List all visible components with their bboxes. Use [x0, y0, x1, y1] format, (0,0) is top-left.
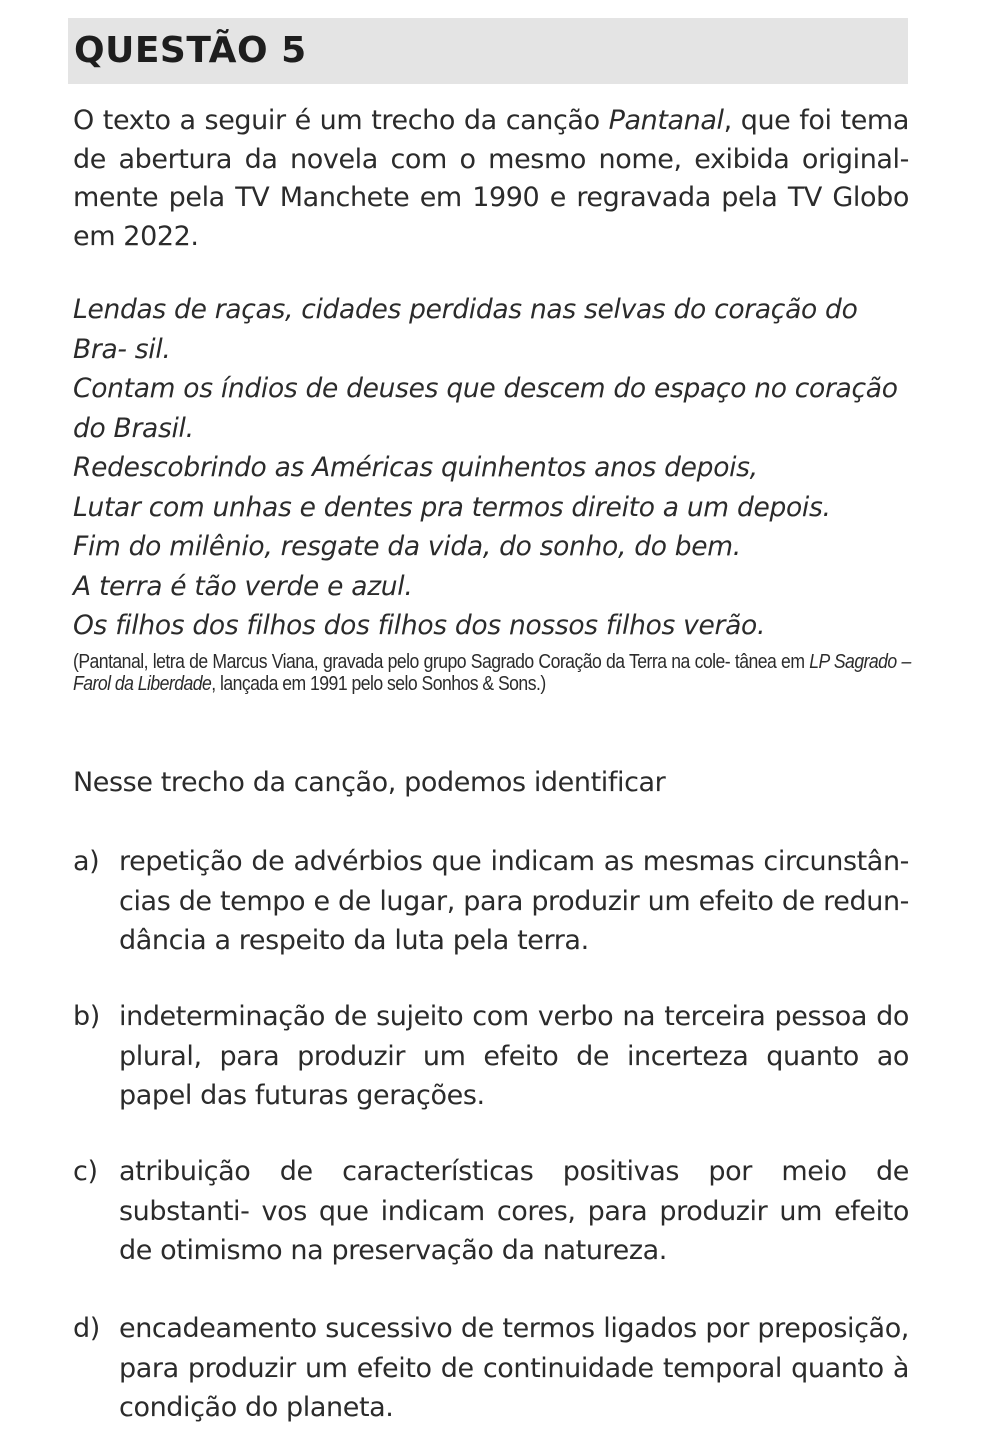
- option-letter: b): [73, 1001, 100, 1032]
- option-text: encadeamento sucessivo de termos ligados por preposição, para produzir um efeito de continuidade temporal quanto à condição do planeta.: [119, 1313, 909, 1423]
- option-text: atribuição de características positivas por meio de substanti- vos que indicam cores, para produzir um efeito de otimismo na preservação da natureza.: [119, 1156, 909, 1266]
- lyric-line: Lendas de raças, cidades perdidas nas selvas do coração do Bra- sil.: [73, 294, 858, 365]
- question-title: QUESTÃO 5: [74, 30, 307, 71]
- intro-text-after: , que foi tema de abertura da novela com o mesmo nome, exibida original- mente pela TV Manchete em 1990 e regravada pela TV Globo em 2022.: [73, 105, 909, 252]
- option-text: repetição de advérbios que indicam as mesmas circunstân- cias de tempo e de lugar, para produzir um efeito de redun- dância a respeito da luta pela terra.: [119, 846, 909, 956]
- album-title: LP Sagrado – Farol da Liberdade: [73, 651, 911, 695]
- lyric-line: Fim do milênio, resgate da vida, do sonho, do bem.: [73, 531, 741, 562]
- intro-paragraph: [73, 102, 909, 256]
- question-prompt: Nesse trecho da canção, podemos identificar: [73, 767, 666, 798]
- answer-option-a[interactable]: [73, 842, 909, 961]
- lyric-line: Contam os índios de deuses que descem do espaço no coração do Brasil.: [73, 373, 898, 444]
- lyric-line: Redescobrindo as Américas quinhentos anos depois,: [73, 452, 758, 483]
- option-letter: c): [73, 1156, 98, 1187]
- lyric-line: Lutar com unhas e dentes pra termos direito a um depois.: [73, 491, 831, 523]
- citation-text-after: , lançada em 1991 pelo selo Sonhos & Sons.): [211, 673, 546, 695]
- citation-text-before: (Pantanal, letra de Marcus Viana, gravada pelo grupo Sagrado Coração da Terra na cole- tânea em: [73, 651, 810, 673]
- intro-text-before: O texto a seguir é um trecho da canção: [73, 105, 609, 136]
- source-citation: [73, 651, 911, 695]
- option-letter: d): [73, 1313, 100, 1344]
- song-title: Pantanal: [608, 105, 724, 136]
- answer-option-d[interactable]: [73, 1309, 909, 1428]
- lyric-line: A terra é tão verde e azul.: [73, 570, 413, 602]
- lyric-line: Os filhos dos filhos dos filhos dos nossos filhos verão.: [73, 610, 766, 641]
- option-text: indeterminação de sujeito com verbo na terceira pessoa do plural, para produzir um efeito de incerteza quanto ao papel das futuras gerações.: [119, 1001, 909, 1111]
- answer-option-c[interactable]: [73, 1152, 909, 1271]
- option-letter: a): [73, 846, 100, 877]
- question-header: [68, 18, 908, 84]
- lyrics-excerpt: [73, 290, 909, 646]
- answer-option-b[interactable]: [73, 997, 909, 1116]
